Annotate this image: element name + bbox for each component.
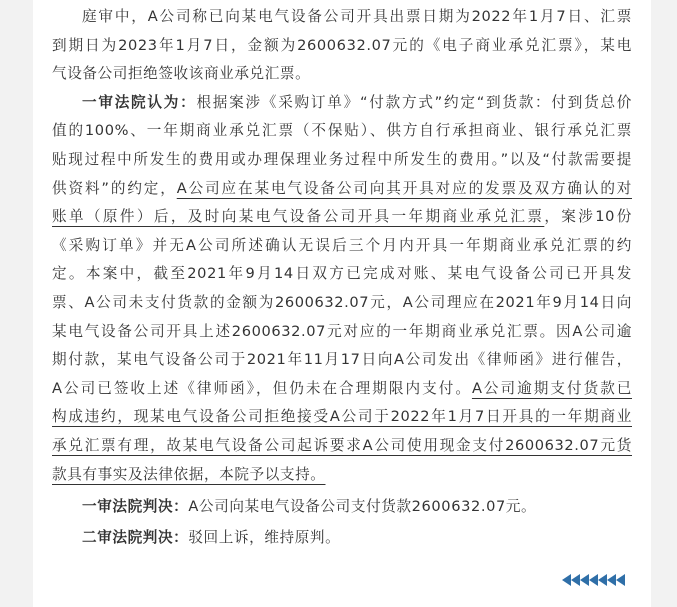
second-instance-verdict-label: 二审法院判决： <box>82 529 189 547</box>
right-margin-bar <box>651 0 677 607</box>
paragraph-2-line-6: 《采购订单》并无A公司所述确认无误后三个月内开具一年期商业承兑汇票的约 <box>52 236 632 254</box>
left-triangle-icon <box>598 574 607 586</box>
left-margin-bar <box>0 0 33 607</box>
left-triangle-icon <box>607 574 616 586</box>
underlined-text: 款具有事实及法律依据，本院予以支持。 <box>52 465 326 483</box>
left-triangle-icon <box>616 574 625 586</box>
underlined-text: A公司逾期支付货款已 <box>471 379 632 397</box>
first-instance-verdict-label: 一审法院判决： <box>82 498 189 516</box>
paragraph-2-line-7: 定。本案中，截至2021年9月14日双方已完成对账、某电气设备公司已开具发 <box>52 265 632 283</box>
paragraph-2-line-8: 票、A公司未支付货款的金额为2600632.07元，A公司理应在2021年9月14日向 <box>52 293 632 311</box>
paragraph-2-line-14 <box>52 461 632 490</box>
paragraph-2-line-13 <box>52 432 632 461</box>
paragraph-2-text: ，案涉10份 <box>544 208 632 226</box>
underlined-text: 构成违约，现某电气设备公司拒绝接受A公司于2022年1月7日开具的一年期商业 <box>52 408 632 426</box>
paragraph-1-line-2: 到期日为2023年1月7日，金额为2600632.07元的《电子商业承兑汇票》，某电 <box>52 36 632 54</box>
paragraph-2-line-4 <box>52 175 632 204</box>
paragraph-2-line-11 <box>52 375 632 404</box>
first-instance-verdict-text: A公司向某电气设备公司支付货款2600632.07元。 <box>188 498 537 516</box>
paragraph-2-line-1 <box>52 89 632 118</box>
paragraph-2-line-5 <box>52 203 632 232</box>
paragraph-2-text: 根据案涉《采购订单》“付款方式”约定“到货款：付到货总价 <box>196 93 632 111</box>
left-triangle-icon <box>589 574 598 586</box>
first-instance-verdict <box>52 491 632 522</box>
decorative-arrows <box>562 574 625 588</box>
underlined-text: 承兑汇票有理，故某电气设备公司起诉要求A公司使用现金支付2600632.07元货 <box>52 436 632 454</box>
second-instance-verdict <box>52 522 632 553</box>
underlined-text: 账单（原件）后，及时向某电气设备公司开具一年期商业承兑汇票 <box>52 208 545 226</box>
article-body <box>52 3 632 553</box>
paragraph-1-line-3: 气设备公司拒绝签收该商业承兑汇票。 <box>52 65 311 83</box>
paragraph-2-line-12 <box>52 403 632 432</box>
left-triangle-icon <box>562 574 571 586</box>
paragraph-2-text: 供资料”的约定， <box>52 179 177 197</box>
paragraph-2-line-9: 某电气设备公司开具上述2600632.07元对应的一年期商业承兑汇票。因A公司逾 <box>52 322 632 340</box>
paragraph-2-text: A公司已签收上述《律师函》，但仍未在合理期限内支付。 <box>52 379 472 397</box>
left-triangle-icon <box>571 574 580 586</box>
underlined-text: A公司应在某电气设备公司向其开具对应的发票及双方确认的对 <box>176 179 632 197</box>
left-triangle-icon <box>580 574 589 586</box>
first-instance-opinion-label: 一审法院认为： <box>82 93 197 111</box>
paragraph-1-line-1: 庭审中，A公司称已向某电气设备公司开具出票日期为2022年1月7日、汇票 <box>82 8 632 25</box>
paragraph-2-line-3: 贴现过程中所发生的费用或办理保理业务过程中所发生的费用。”以及“付款需要提 <box>52 150 632 168</box>
second-instance-verdict-text: 驳回上诉，维持原判。 <box>188 529 341 547</box>
paragraph-2-line-10: 期付款，某电气设备公司于2021年11月17日向A公司发出《律师函》进行催告， <box>52 351 632 369</box>
paragraph-2-line-2: 值的100%、一年期商业承兑汇票（不保贴）、供方自行承担商业、银行承兑汇票 <box>52 122 632 140</box>
